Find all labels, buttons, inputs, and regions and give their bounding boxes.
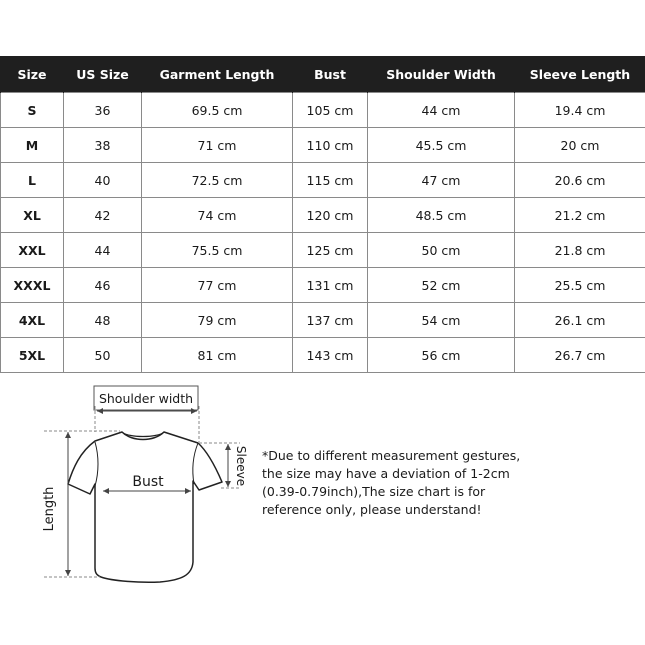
cell-garment-length: 72.5 cm xyxy=(142,163,293,198)
cell-us-size: 46 xyxy=(64,268,142,303)
table-row xyxy=(1,338,645,373)
tshirt-outline-icon xyxy=(68,432,222,582)
note-line: reference only, please understand! xyxy=(262,502,482,517)
sleeve-label: Sleeve xyxy=(234,445,248,487)
cell-shoulder-width: 50 cm xyxy=(368,233,515,268)
table-row xyxy=(1,268,645,303)
length-arrow-bottom-head xyxy=(65,570,71,576)
cell-shoulder-width: 52 cm xyxy=(368,268,515,303)
cell-sleeve-length: 21.8 cm xyxy=(515,233,645,268)
table-row xyxy=(1,198,645,233)
table-row xyxy=(1,128,645,163)
cell-sleeve-length: 26.7 cm xyxy=(515,338,645,373)
cell-size: M xyxy=(1,128,64,163)
header-shoulder-width: Shoulder Width xyxy=(368,56,515,93)
cell-size: XXXL xyxy=(1,268,64,303)
cell-shoulder-width: 47 cm xyxy=(368,163,515,198)
cell-us-size: 44 xyxy=(64,233,142,268)
cell-bust: 120 cm xyxy=(293,198,368,233)
cell-sleeve-length: 19.4 cm xyxy=(515,93,645,128)
cell-garment-length: 71 cm xyxy=(142,128,293,163)
cell-size: XL xyxy=(1,198,64,233)
table-row xyxy=(1,303,645,338)
note-line: the size may have a deviation of 1-2cm xyxy=(262,466,510,481)
cell-garment-length: 69.5 cm xyxy=(142,93,293,128)
cell-size: 4XL xyxy=(1,303,64,338)
cell-sleeve-length: 25.5 cm xyxy=(515,268,645,303)
cell-sleeve-length: 20.6 cm xyxy=(515,163,645,198)
cell-bust: 105 cm xyxy=(293,93,368,128)
length-label: Length xyxy=(42,486,57,532)
header-bust: Bust xyxy=(293,56,368,93)
cell-garment-length: 77 cm xyxy=(142,268,293,303)
header-us-size: US Size xyxy=(64,56,142,93)
length-arrow-top-head xyxy=(65,432,71,438)
cell-sleeve-length: 21.2 cm xyxy=(515,198,645,233)
header-size: Size xyxy=(1,56,64,93)
table-header-row xyxy=(1,56,645,93)
cell-sleeve-length: 26.1 cm xyxy=(515,303,645,338)
size-table xyxy=(0,56,645,373)
note-line: *Due to different measurement gestures, xyxy=(262,448,521,463)
cell-us-size: 42 xyxy=(64,198,142,233)
cell-bust: 125 cm xyxy=(293,233,368,268)
cell-garment-length: 81 cm xyxy=(142,338,293,373)
cell-shoulder-width: 56 cm xyxy=(368,338,515,373)
table-row xyxy=(1,233,645,268)
cell-us-size: 48 xyxy=(64,303,142,338)
cell-size: XXL xyxy=(1,233,64,268)
cell-bust: 137 cm xyxy=(293,303,368,338)
cell-us-size: 36 xyxy=(64,93,142,128)
cell-bust: 131 cm xyxy=(293,268,368,303)
cell-shoulder-width: 48.5 cm xyxy=(368,198,515,233)
sleeve-arrow-top-head xyxy=(225,444,231,450)
cell-shoulder-width: 54 cm xyxy=(368,303,515,338)
sleeve-arrow-bottom-head xyxy=(225,481,231,487)
cell-bust: 143 cm xyxy=(293,338,368,373)
cell-size: L xyxy=(1,163,64,198)
cell-size: 5XL xyxy=(1,338,64,373)
cell-bust: 110 cm xyxy=(293,128,368,163)
cell-sleeve-length: 20 cm xyxy=(515,128,645,163)
cell-us-size: 40 xyxy=(64,163,142,198)
note-line: (0.39-0.79inch),The size chart is for xyxy=(262,484,486,499)
cell-us-size: 50 xyxy=(64,338,142,373)
cell-garment-length: 74 cm xyxy=(142,198,293,233)
cell-us-size: 38 xyxy=(64,128,142,163)
header-sleeve-length: Sleeve Length xyxy=(515,56,645,93)
cell-garment-length: 75.5 cm xyxy=(142,233,293,268)
cell-shoulder-width: 45.5 cm xyxy=(368,128,515,163)
size-disclaimer-note xyxy=(262,447,642,519)
cell-garment-length: 79 cm xyxy=(142,303,293,338)
table-row xyxy=(1,93,645,128)
bust-label: Bust xyxy=(132,474,164,490)
header-garment-length: Garment Length xyxy=(142,56,293,93)
cell-size: S xyxy=(1,93,64,128)
table-row xyxy=(1,163,645,198)
cell-shoulder-width: 44 cm xyxy=(368,93,515,128)
shoulder-width-label: Shoulder width xyxy=(98,391,194,406)
cell-bust: 115 cm xyxy=(293,163,368,198)
